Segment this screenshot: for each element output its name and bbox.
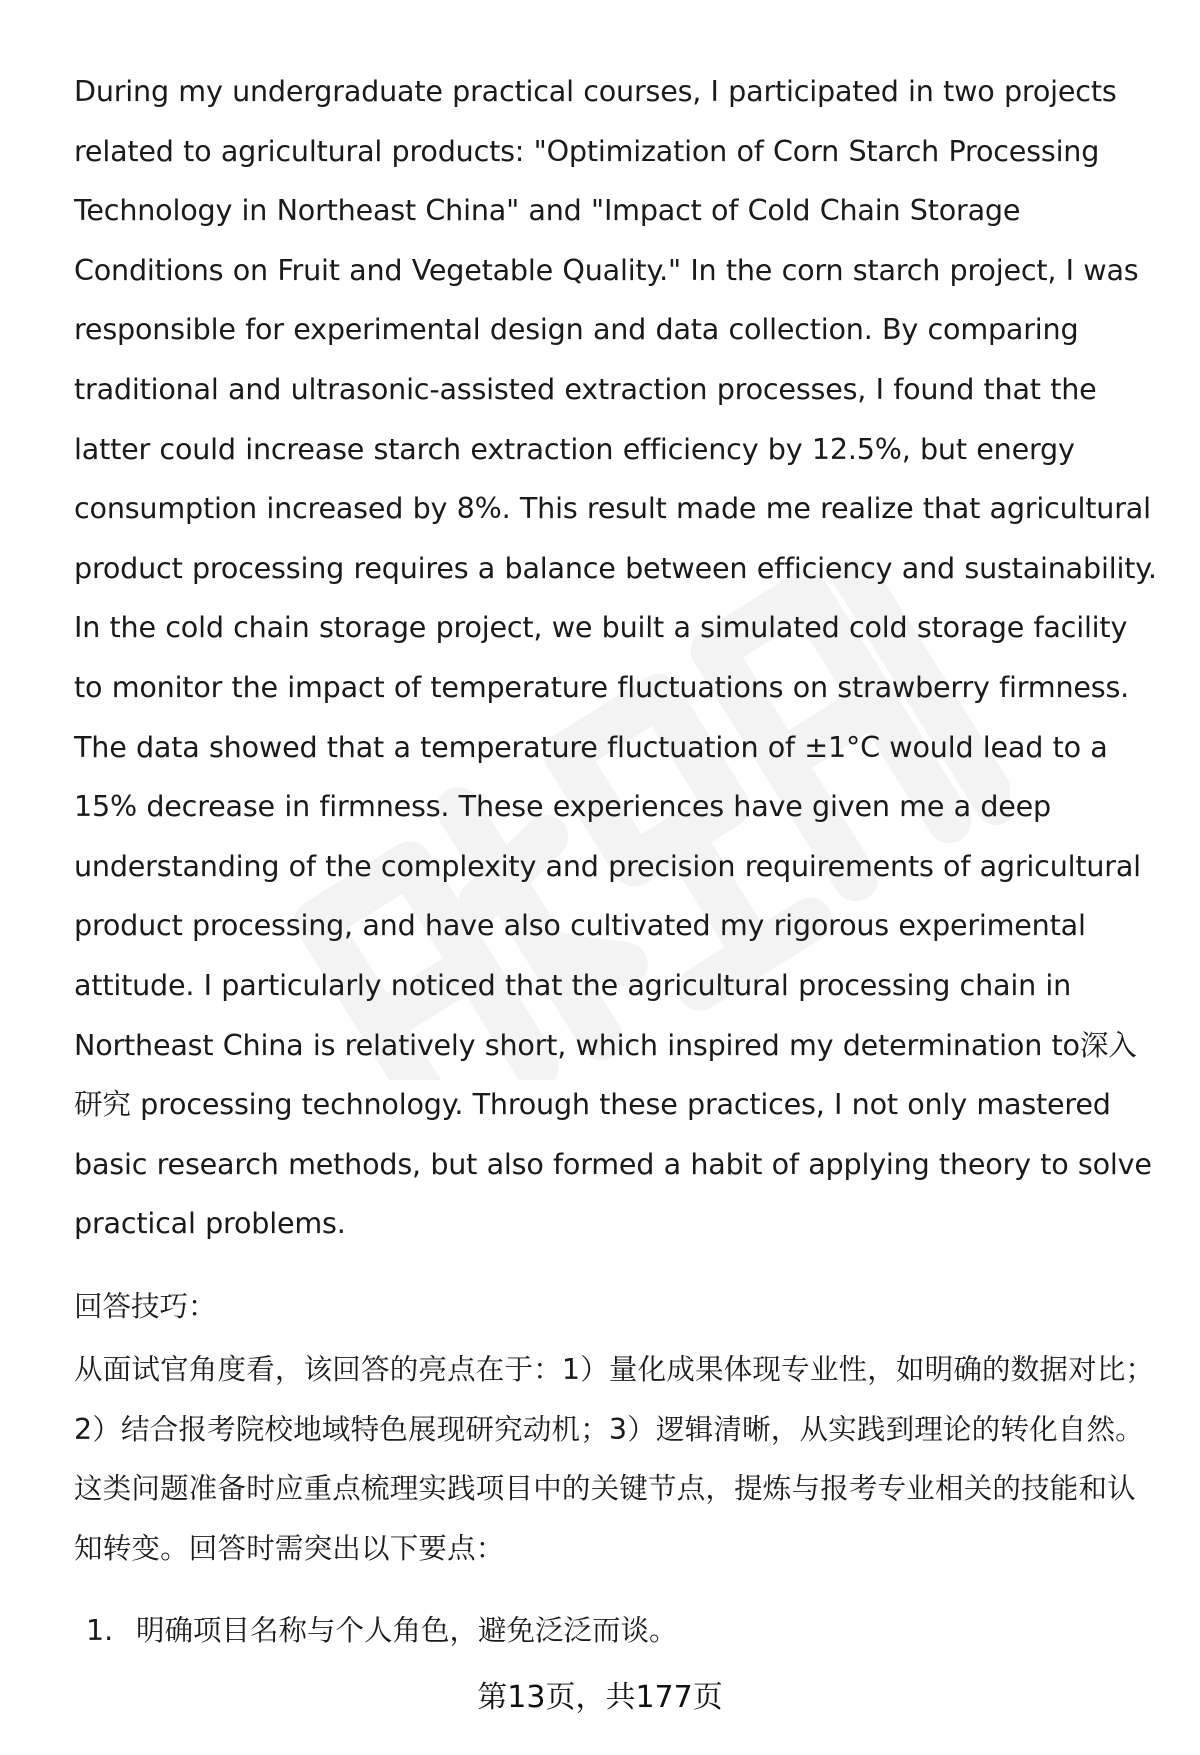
tips-list (74, 1611, 1164, 1651)
list-item-number: 1. (86, 1614, 114, 1648)
tips-heading: 回答技巧： (74, 1289, 217, 1323)
tips-paragraph: 从面试官角度看，该回答的亮点在于：1）量化成果体现专业性，如明确的数据对比；2）结合报考院校地域特色展现研究动机；3）逻辑清晰，从实践到理论的转化自然。这类问题准备时应重点梳理实践项目中的关键节点，提炼与报考专业相关的技能和认知转变。回答时需突出以下要点： (74, 1352, 1155, 1566)
list-item-text: 明确项目名称与个人角色，避免泛泛而谈。 (136, 1614, 678, 1648)
page-content (74, 62, 1164, 1651)
answer-paragraph: During my undergraduate practical courses, I participated in two projects related to agricultural products: "Optimization of Corn Starch Processing Technology in Northeast China" and "Impact of Cold Chain Storage Conditions on Fruit and Vegetable Quality." In the corn starch project, I was responsible for experimental design and data collection. By comparing traditional and ultrasonic-assisted extraction processes, I found that the latter could increase starch extraction efficiency by 12.5%, but energy consumption increased by 8%. This result made me realize that agricultural product processing requires a balance between efficiency and sustainability. In the cold chain storage project, we built a simulated cold storage facility to monitor the impact of temperature fluctuations on strawberry firmness. The data showed that a temperature fluctuation of ±1°C would lead to a 15% decrease in firmness. These experiences have given me a deep understanding of the complexity and precision requirements of agricultural product processing, and have also cultivated my rigorous experimental attitude. I particularly noticed that the agricultural processing chain in Northeast China is relatively short, which inspired my determination to深入研究 processing technology. Through these practices, I not only mastered basic research methods, but also formed a habit of applying theory to solve practical problems. (74, 74, 1157, 1241)
page-number: 第13页，共177页 (477, 1680, 723, 1715)
list-item (74, 1611, 1164, 1651)
